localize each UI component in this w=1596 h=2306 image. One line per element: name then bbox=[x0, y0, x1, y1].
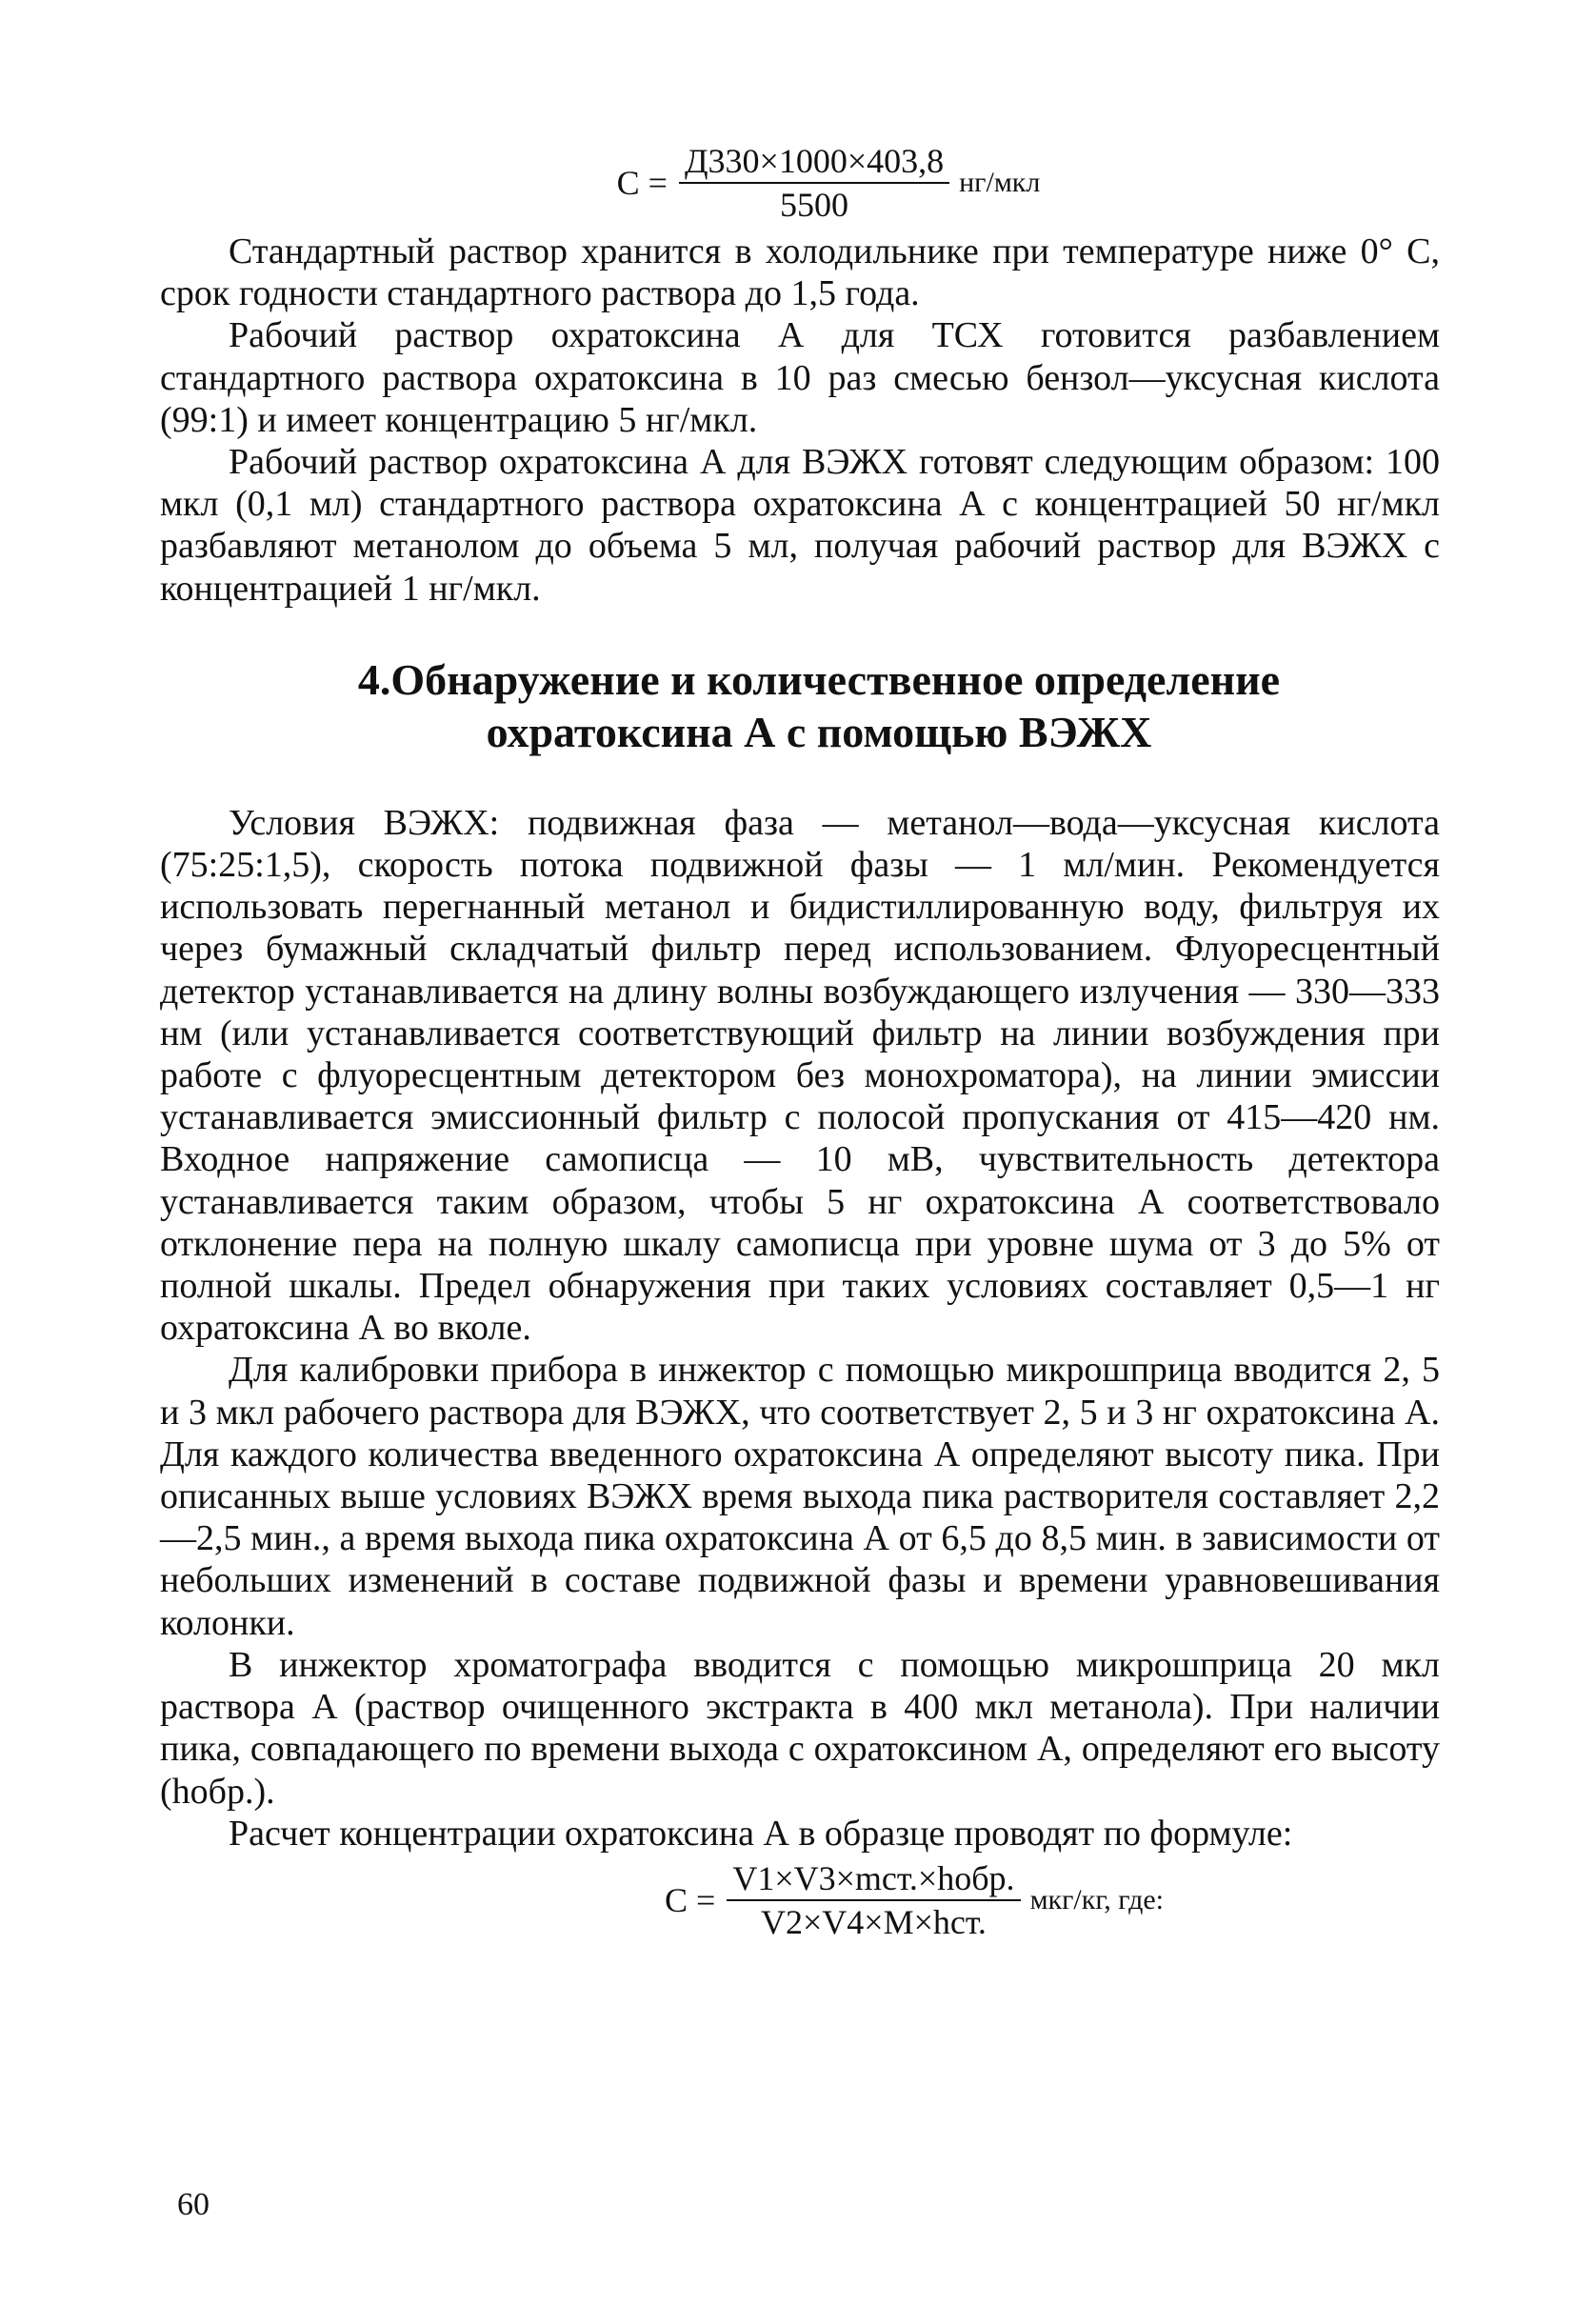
formula-numerator: V1×V3×mст.×hобр. bbox=[727, 1861, 1020, 1901]
formula-fraction bbox=[679, 144, 949, 222]
spacer bbox=[160, 758, 1440, 802]
section-heading-line-2: охратоксина А с помощью ВЭЖХ bbox=[486, 707, 1152, 756]
section-heading-line-1: 4.Обнаружение и количественное определение bbox=[357, 654, 1281, 704]
formula-fraction bbox=[727, 1858, 1020, 1941]
paragraph-tlc-solution: Рабочий раствор охратоксина А для ТСХ готовится разбавлением стандартного раствора охратоксина в 10 раз смесью бензол—уксусная кислота (99:1) и имеет концентрацию 5 нг/мкл. bbox=[160, 315, 1440, 440]
page-number: 60 bbox=[177, 2187, 209, 2222]
page-content bbox=[160, 135, 1440, 1946]
formula-lhs: С = bbox=[616, 164, 668, 202]
formula-numerator: Д330×1000×403,8 bbox=[679, 144, 949, 184]
formula-units: нг/мкл bbox=[959, 167, 1041, 198]
formula-concentration-standard bbox=[160, 135, 1440, 231]
formula-denominator: 5500 bbox=[780, 186, 849, 224]
paragraph-injection: В инжектор хроматографа вводится с помощью микрошприца 20 мкл раствора А (раствор очищенного экстракта в 400 мкл метанола). При наличии пика, совпадающего по времени выхода с охратоксином А, определяют его высоту (hобр.). bbox=[160, 1644, 1440, 1812]
formula-units: мкг/кг, где: bbox=[1029, 1883, 1164, 1915]
section-heading bbox=[160, 653, 1440, 758]
paragraph-hplc-conditions: Условия ВЭЖХ: подвижная фаза — метанол—вода—уксусная кислота (75:25:1,5), скорость потока подвижной фазы — 1 мл/мин. Рекомендуется использовать перегнанный метанол и бидистиллированную воду, фильтруя их через бумажный складчатый фильтр перед использованием. Флуоресцентный детектор устанавливается на длину волны возбуждающего излучения — 330—333 нм (или устанавливается соответствующий фильтр на линии возбуждения при работе с флуоресцентным детектором без монохроматора), на линии эмиссии устанавливается эмиссионный фильтр с полосой пропускания от 415—420 нм. Входное напряжение самописца — 10 мВ, чувствительность детектора устанавливается таким образом, чтобы 5 нг охратоксина А соответствовало отклонение пера на полную шкалу самописца при уровне шума от 3 до 5% от полной шкалы. Предел обнаружения при таких условиях составляет 0,5—1 нг охратоксина А во вколе. bbox=[160, 802, 1440, 1349]
formula-lhs: С = bbox=[665, 1880, 716, 1919]
spacer bbox=[160, 610, 1440, 653]
paragraph-calculation: Расчет концентрации охратоксина А в образце проводят по формуле: bbox=[229, 1813, 1293, 1854]
paragraph-hplc-solution: Рабочий раствор охратоксина А для ВЭЖХ готовят следующим образом: 100 мкл (0,1 мл) стандартного раствора охратоксина А с концентрацией 50 нг/мкл разбавляют метанолом до объема 5 мл, получая рабочий раствор для ВЭЖХ с концентрацией 1 нг/мкл. bbox=[160, 442, 1440, 609]
paragraph-calibration: Для калибровки прибора в инжектор с помощью микрошприца вводится 2, 5 и 3 мкл рабочего раствора для ВЭЖХ, что соответствует 2, 5 и 3 нг охратоксина А. Для каждого количества введенного охратоксина А определяют высоту пика. При описанных выше условиях ВЭЖХ время выхода пика растворителя составляет 2,2—2,5 мин., а время выхода пика охратоксина А от 6,5 до 8,5 мин. в зависимости от небольших изменений в составе подвижной фазы и времени уравновешивания колонки. bbox=[160, 1350, 1440, 1643]
formula-denominator: V2×V4×M×hст. bbox=[760, 1902, 987, 1941]
formula-concentration-sample bbox=[160, 1855, 1440, 1946]
paragraph-storage: Стандартный раствор хранится в холодильнике при температуре ниже 0° С, срок годности стандартного раствора до 1,5 года. bbox=[160, 231, 1440, 314]
